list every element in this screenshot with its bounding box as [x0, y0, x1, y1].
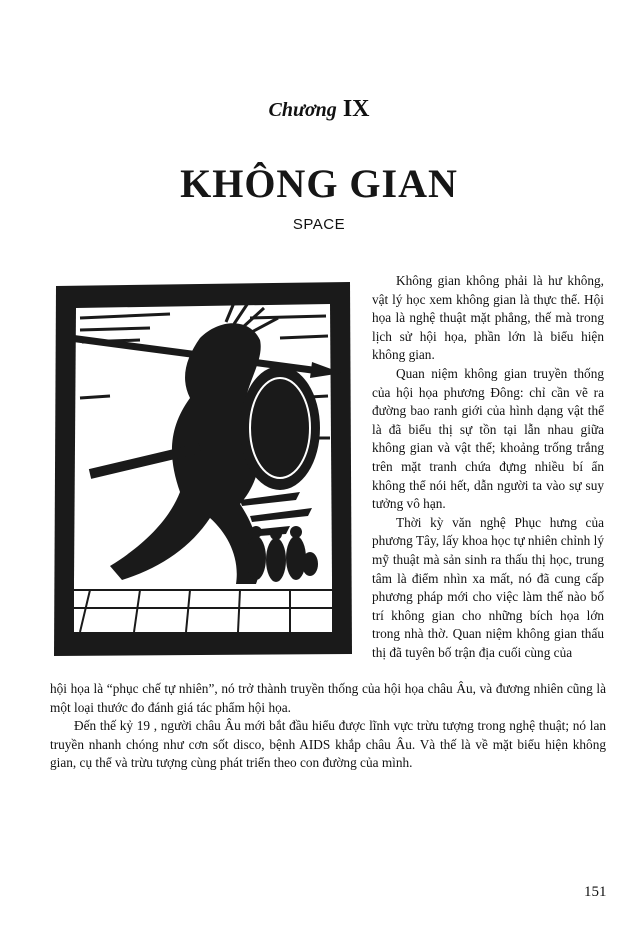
- paragraph-right-2: Quan niệm không gian truyền thống của hội họa phương Đông: chỉ cần vẽ ra đường bao ranh giới của hình dạng vật thể là đã biểu thị sự tồn tại lẫn nhau giữa không gian và vật thể; khoảng trống trắng trên mặt tranh chứa đựng nhiều bí ẩn không thể nói hết, dẫn người ta vào sự suy tưởng vô hạn.: [372, 365, 604, 512]
- chapter-number: IX: [342, 96, 370, 122]
- right-column: [372, 272, 604, 662]
- paragraph-right-1: Không gian không phải là hư không, vật lý học xem không gian là thực thể. Hội họa là nghệ thuật mặt phẳng, thế mà trong lịch sử hội họa, phần lớn là biểu hiện không gian.: [372, 273, 604, 363]
- page-subtitle: SPACE: [292, 216, 346, 233]
- chapter-word: Chương: [268, 99, 337, 121]
- page-title: KHÔNG GIAN: [180, 161, 458, 206]
- page-number: 151: [584, 884, 607, 900]
- chapter-heading: [0, 96, 638, 123]
- woodcut-illustration: [50, 278, 356, 658]
- paragraph-full-1: hội họa là “phục chế tự nhiên”, nó trở thành truyền thống của hội họa châu Âu, và đương nhiên cũng là một loại thước đo đánh giá tác phẩm hội họa.: [50, 681, 606, 715]
- paragraph-right-3: Thời kỳ văn nghệ Phục hưng của phương Tây, lấy khoa học tự nhiên chỉnh lý mỹ thuật mà sản sinh ra thấu thị học, trung tâm là điểm nhìn xa mất, nó đã cung cấp phương pháp mới cho việc làm thế nào bố trí không gian cho những bích họa lớn trong nhà thờ. Quan niệm không gian thấu thị đã tuyên bố trận địa cuối cùng của: [372, 514, 604, 660]
- paragraph-full-2: Đến thế kỷ 19 , người châu Âu mới bắt đầu hiểu được lĩnh vực trừu tượng trong nghệ thuật; nó lan truyền nhanh chóng như cơn sốt disco, bệnh AIDS khắp châu Âu. Và thế là về mặt biểu hiện không gian, cụ thể và trừu tượng cùng phát triển theo con đường của mình.: [50, 718, 606, 771]
- full-width-text: [50, 680, 606, 773]
